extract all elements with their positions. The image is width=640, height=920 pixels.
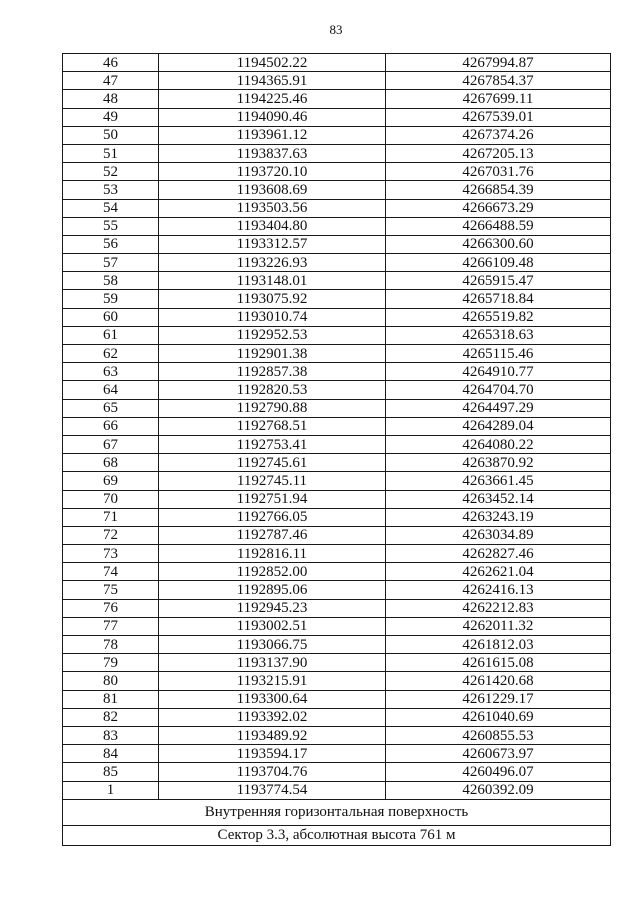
coordinate-1-cell: 1193704.76 <box>159 763 386 781</box>
table-row <box>63 508 611 526</box>
coordinate-2-cell: 4260855.53 <box>386 726 611 744</box>
coordinate-2-cell: 4263034.89 <box>386 526 611 544</box>
point-number-cell: 83 <box>63 726 159 744</box>
coordinate-1-cell: 1193404.80 <box>159 217 386 235</box>
coordinate-1-cell: 1193961.12 <box>159 126 386 144</box>
page-number: 83 <box>329 22 343 37</box>
coordinate-2-cell: 4262011.32 <box>386 617 611 635</box>
coordinate-2-cell: 4260392.09 <box>386 781 611 799</box>
point-number-cell: 49 <box>63 108 159 126</box>
table-row <box>63 726 611 744</box>
coordinate-1-cell: 1192766.05 <box>159 508 386 526</box>
table-row <box>63 217 611 235</box>
table-row <box>63 690 611 708</box>
coordinate-2-cell: 4260673.97 <box>386 745 611 763</box>
point-number-cell: 81 <box>63 690 159 708</box>
point-number-cell: 46 <box>63 54 159 72</box>
coordinate-1-cell: 1193066.75 <box>159 636 386 654</box>
point-number-cell: 63 <box>63 363 159 381</box>
point-number-cell: 66 <box>63 417 159 435</box>
point-number-cell: 52 <box>63 163 159 181</box>
point-number-cell: 1 <box>63 781 159 799</box>
table-row <box>63 235 611 253</box>
table-row <box>63 745 611 763</box>
coordinate-1-cell: 1192945.23 <box>159 599 386 617</box>
table-row <box>63 108 611 126</box>
table-row <box>63 763 611 781</box>
point-number-cell: 67 <box>63 435 159 453</box>
point-number-cell: 55 <box>63 217 159 235</box>
point-number-cell: 85 <box>63 763 159 781</box>
point-number-cell: 74 <box>63 563 159 581</box>
coordinate-1-cell: 1193608.69 <box>159 181 386 199</box>
coordinate-1-cell: 1193594.17 <box>159 745 386 763</box>
table-row <box>63 708 611 726</box>
table-row <box>63 345 611 363</box>
coordinate-1-cell: 1192901.38 <box>159 345 386 363</box>
coordinate-1-cell: 1194225.46 <box>159 90 386 108</box>
table-row <box>63 290 611 308</box>
coordinate-2-cell: 4267205.13 <box>386 144 611 162</box>
coordinate-2-cell: 4261420.68 <box>386 672 611 690</box>
table-row <box>63 563 611 581</box>
table-row <box>63 581 611 599</box>
coordinate-1-cell: 1193489.92 <box>159 726 386 744</box>
coordinate-1-cell: 1193503.56 <box>159 199 386 217</box>
point-number-cell: 59 <box>63 290 159 308</box>
table-row <box>63 617 611 635</box>
table-row <box>63 144 611 162</box>
coordinate-2-cell: 4261615.08 <box>386 654 611 672</box>
coordinate-1-cell: 1193215.91 <box>159 672 386 690</box>
table-body <box>63 54 611 800</box>
table-row <box>63 163 611 181</box>
coordinate-2-cell: 4260496.07 <box>386 763 611 781</box>
coordinate-2-cell: 4265318.63 <box>386 326 611 344</box>
coordinate-1-cell: 1193300.64 <box>159 690 386 708</box>
point-number-cell: 58 <box>63 272 159 290</box>
coordinate-1-cell: 1194090.46 <box>159 108 386 126</box>
coordinate-2-cell: 4262212.83 <box>386 599 611 617</box>
table-row <box>63 199 611 217</box>
coordinate-2-cell: 4263452.14 <box>386 490 611 508</box>
table-row <box>63 272 611 290</box>
coordinate-2-cell: 4267994.87 <box>386 54 611 72</box>
point-number-cell: 54 <box>63 199 159 217</box>
coordinate-2-cell: 4262621.04 <box>386 563 611 581</box>
table-row <box>63 472 611 490</box>
coordinate-1-cell: 1193774.54 <box>159 781 386 799</box>
point-number-cell: 82 <box>63 708 159 726</box>
point-number-cell: 76 <box>63 599 159 617</box>
coordinate-2-cell: 4263243.19 <box>386 508 611 526</box>
point-number-cell: 61 <box>63 326 159 344</box>
coordinate-1-cell: 1194365.91 <box>159 72 386 90</box>
point-number-cell: 80 <box>63 672 159 690</box>
coordinates-table <box>62 53 611 846</box>
point-number-cell: 77 <box>63 617 159 635</box>
coordinate-2-cell: 4264704.70 <box>386 381 611 399</box>
coordinate-2-cell: 4267539.01 <box>386 108 611 126</box>
table-row <box>63 126 611 144</box>
coordinate-2-cell: 4266673.29 <box>386 199 611 217</box>
coordinate-2-cell: 4266300.60 <box>386 235 611 253</box>
coordinate-1-cell: 1193075.92 <box>159 290 386 308</box>
coordinate-1-cell: 1192768.51 <box>159 417 386 435</box>
coordinate-2-cell: 4267699.11 <box>386 90 611 108</box>
coordinate-2-cell: 4265718.84 <box>386 290 611 308</box>
coordinate-1-cell: 1192745.11 <box>159 472 386 490</box>
coordinate-2-cell: 4266488.59 <box>386 217 611 235</box>
coordinate-2-cell: 4264289.04 <box>386 417 611 435</box>
point-number-cell: 79 <box>63 654 159 672</box>
coordinate-1-cell: 1192787.46 <box>159 526 386 544</box>
coordinate-2-cell: 4265519.82 <box>386 308 611 326</box>
table-row <box>63 90 611 108</box>
point-number-cell: 47 <box>63 72 159 90</box>
point-number-cell: 48 <box>63 90 159 108</box>
coordinate-2-cell: 4262416.13 <box>386 581 611 599</box>
table-row <box>63 599 611 617</box>
point-number-cell: 75 <box>63 581 159 599</box>
coordinate-1-cell: 1192952.53 <box>159 326 386 344</box>
coordinate-2-cell: 4262827.46 <box>386 545 611 563</box>
coordinate-1-cell: 1193312.57 <box>159 235 386 253</box>
table-footer <box>63 799 611 845</box>
coordinate-1-cell: 1192751.94 <box>159 490 386 508</box>
coordinate-1-cell: 1193148.01 <box>159 272 386 290</box>
point-number-cell: 78 <box>63 636 159 654</box>
point-number-cell: 71 <box>63 508 159 526</box>
coordinate-1-cell: 1193226.93 <box>159 254 386 272</box>
table-row <box>63 417 611 435</box>
table-row <box>63 308 611 326</box>
table-row <box>63 545 611 563</box>
point-number-cell: 64 <box>63 381 159 399</box>
point-number-cell: 73 <box>63 545 159 563</box>
coordinate-1-cell: 1193720.10 <box>159 163 386 181</box>
point-number-cell: 57 <box>63 254 159 272</box>
coordinate-1-cell: 1192895.06 <box>159 581 386 599</box>
table-row <box>63 636 611 654</box>
point-number-cell: 65 <box>63 399 159 417</box>
coordinate-2-cell: 4261812.03 <box>386 636 611 654</box>
coordinate-2-cell: 4265915.47 <box>386 272 611 290</box>
coordinate-2-cell: 4261229.17 <box>386 690 611 708</box>
coordinate-2-cell: 4266109.48 <box>386 254 611 272</box>
coordinate-1-cell: 1193010.74 <box>159 308 386 326</box>
coordinate-2-cell: 4264497.29 <box>386 399 611 417</box>
table-row <box>63 490 611 508</box>
table-row <box>63 399 611 417</box>
table-row <box>63 454 611 472</box>
section-heading-cell: Внутренняя горизонтальная поверхность <box>63 799 611 825</box>
coordinate-1-cell: 1192753.41 <box>159 435 386 453</box>
table-row <box>63 54 611 72</box>
table-row <box>63 654 611 672</box>
coordinate-1-cell: 1193002.51 <box>159 617 386 635</box>
table-row <box>63 781 611 799</box>
coordinate-2-cell: 4266854.39 <box>386 181 611 199</box>
coordinate-2-cell: 4267374.26 <box>386 126 611 144</box>
coordinate-1-cell: 1193837.63 <box>159 144 386 162</box>
coordinate-2-cell: 4263870.92 <box>386 454 611 472</box>
point-number-cell: 62 <box>63 345 159 363</box>
point-number-cell: 53 <box>63 181 159 199</box>
point-number-cell: 68 <box>63 454 159 472</box>
coordinate-2-cell: 4264910.77 <box>386 363 611 381</box>
table-row <box>63 526 611 544</box>
coordinate-2-cell: 4267854.37 <box>386 72 611 90</box>
point-number-cell: 69 <box>63 472 159 490</box>
table-row <box>63 326 611 344</box>
coordinate-1-cell: 1192816.11 <box>159 545 386 563</box>
coordinate-2-cell: 4263661.45 <box>386 472 611 490</box>
coordinate-1-cell: 1194502.22 <box>159 54 386 72</box>
coordinate-1-cell: 1193137.90 <box>159 654 386 672</box>
table-row <box>63 825 611 845</box>
sector-heading-cell: Сектор 3.3, абсолютная высота 761 м <box>63 825 611 845</box>
point-number-cell: 60 <box>63 308 159 326</box>
coordinate-1-cell: 1192852.00 <box>159 563 386 581</box>
coordinate-1-cell: 1192857.38 <box>159 363 386 381</box>
table-row <box>63 181 611 199</box>
table-row <box>63 381 611 399</box>
point-number-cell: 84 <box>63 745 159 763</box>
coordinate-2-cell: 4267031.76 <box>386 163 611 181</box>
coordinate-2-cell: 4264080.22 <box>386 435 611 453</box>
point-number-cell: 56 <box>63 235 159 253</box>
table-row <box>63 799 611 825</box>
coordinate-1-cell: 1192790.88 <box>159 399 386 417</box>
table-row <box>63 254 611 272</box>
coordinate-1-cell: 1192745.61 <box>159 454 386 472</box>
table-row <box>63 72 611 90</box>
point-number-cell: 51 <box>63 144 159 162</box>
table-row <box>63 435 611 453</box>
point-number-cell: 70 <box>63 490 159 508</box>
coordinate-1-cell: 1192820.53 <box>159 381 386 399</box>
point-number-cell: 50 <box>63 126 159 144</box>
table-row <box>63 363 611 381</box>
coordinate-2-cell: 4265115.46 <box>386 345 611 363</box>
coordinate-1-cell: 1193392.02 <box>159 708 386 726</box>
point-number-cell: 72 <box>63 526 159 544</box>
coordinate-2-cell: 4261040.69 <box>386 708 611 726</box>
table-row <box>63 672 611 690</box>
